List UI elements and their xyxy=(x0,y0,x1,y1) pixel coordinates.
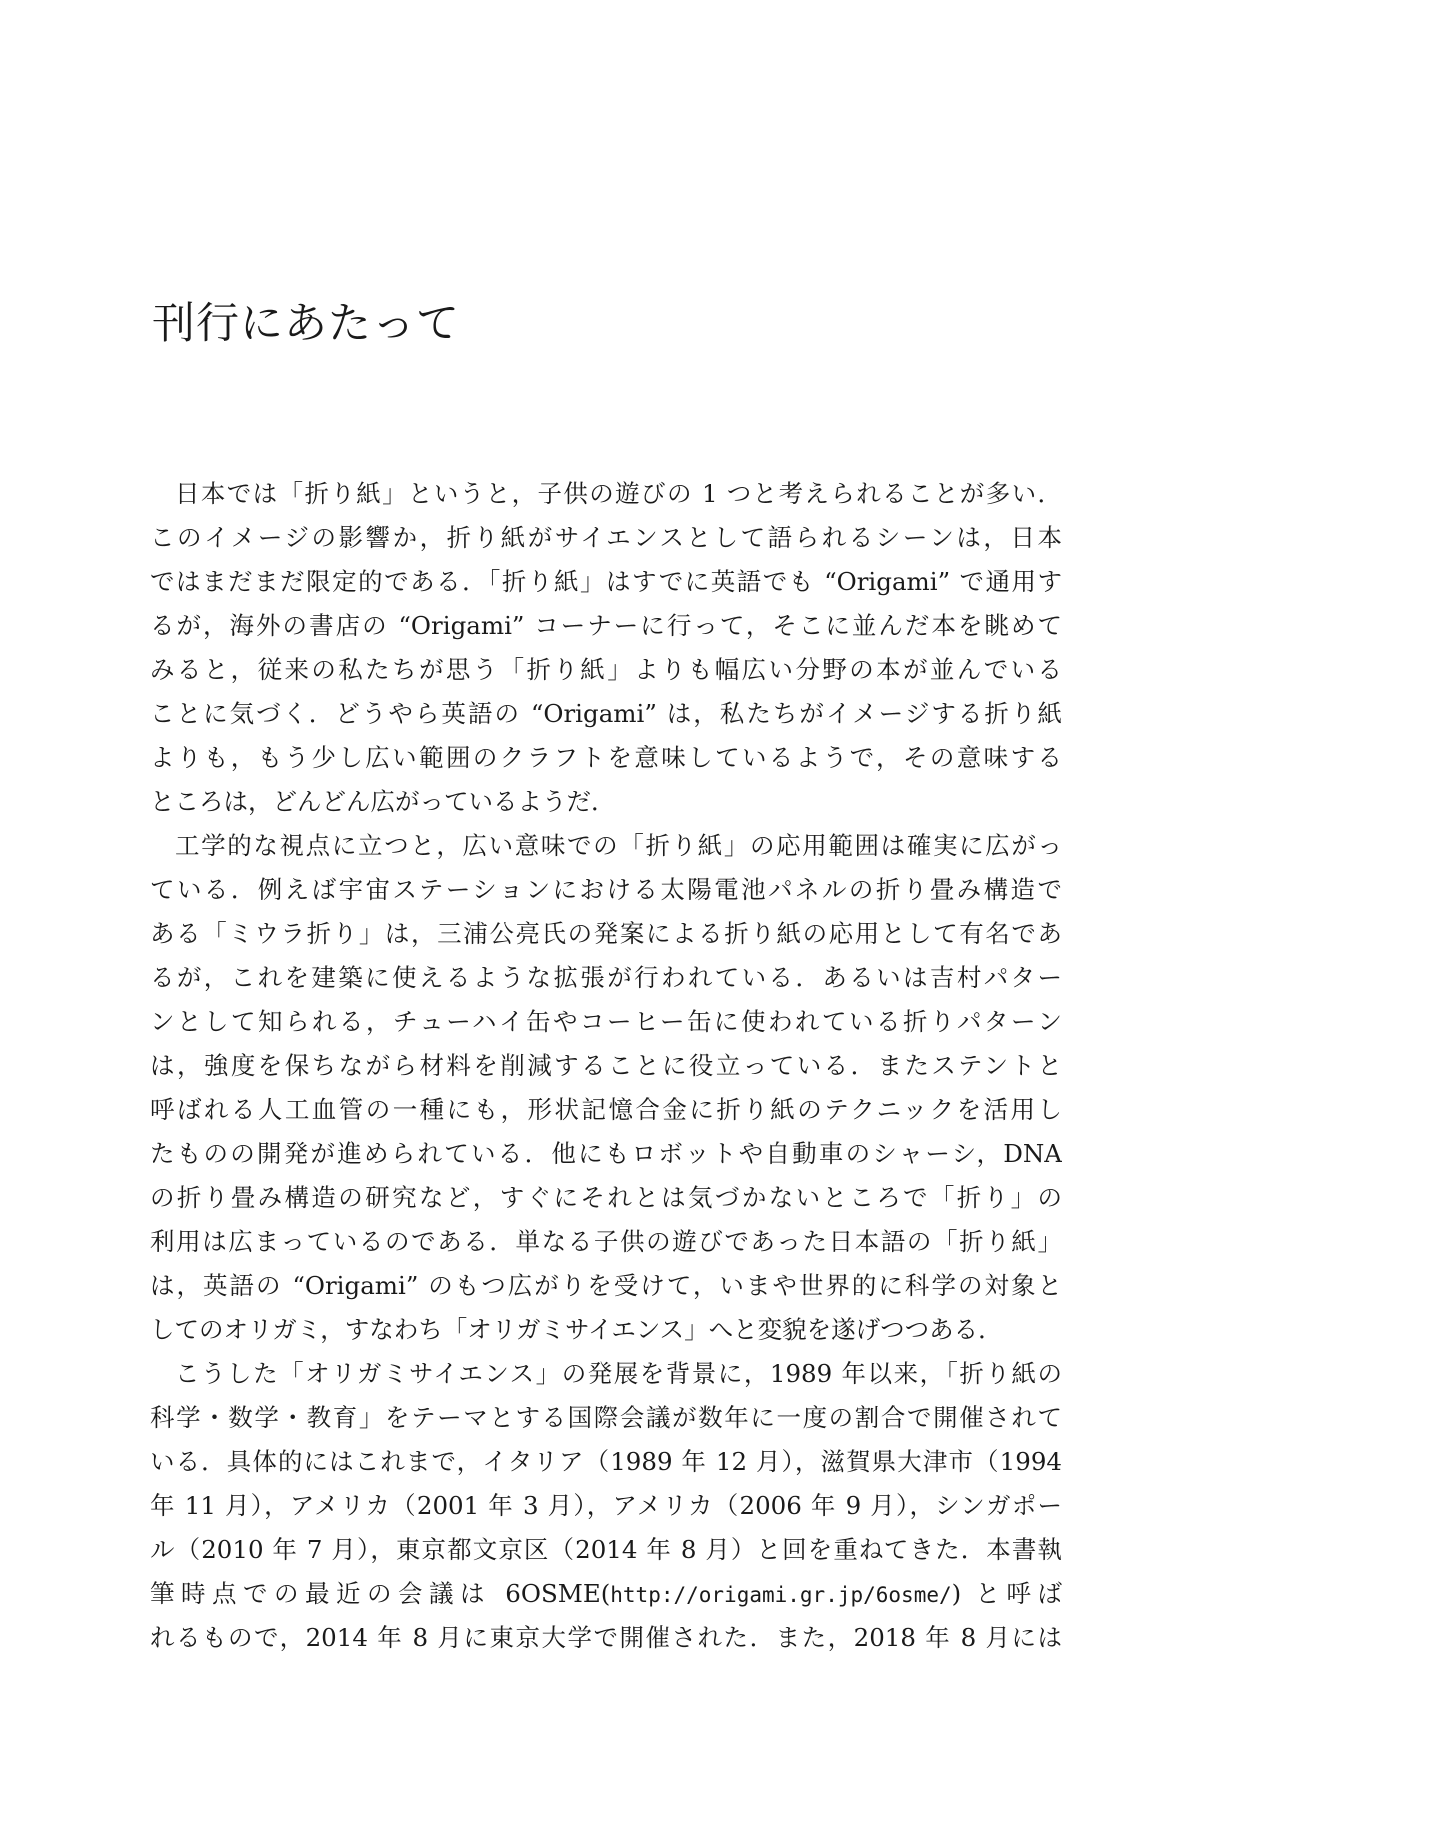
text-line: ある「ミウラ折り」は，三浦公亮氏の発案による折り紙の応用として有名であ xyxy=(150,919,1062,948)
text-line: 呼ばれる人工血管の一種にも，形状記憶合金に折り紙のテクニックを活用し xyxy=(150,1095,1062,1124)
body-text xyxy=(150,472,1062,1660)
text-line: 科学・数学・教育」をテーマとする国際会議が数年に一度の割合で開催されて xyxy=(150,1403,1062,1432)
text-line: いる．具体的にはこれまで，イタリア（1989 年 12 月），滋賀県大津市（1994 xyxy=(150,1447,1062,1476)
text-segment: ) と呼ば xyxy=(951,1579,1062,1608)
paragraph-3 xyxy=(150,1352,1062,1660)
text-line: こうした「オリガミサイエンス」の発展を背景に，1989 年以来，「折り紙の xyxy=(175,1359,1062,1388)
conference-url-link[interactable]: http://origami.gr.jp/6osme/ xyxy=(610,1583,952,1607)
text-line: このイメージの影響か，折り紙がサイエンスとして語られるシーンは，日本 xyxy=(150,523,1062,552)
text-line: 利用は広まっているのである．単なる子供の遊びであった日本語の「折り紙」 xyxy=(150,1227,1062,1256)
text-line: ンとして知られる，チューハイ缶やコーヒー缶に使われている折りパターン xyxy=(150,1007,1062,1036)
text-line: ではまだまだ限定的である．「折り紙」はすでに英語でも “Origami” で通用す xyxy=(150,567,1062,596)
paragraph-1 xyxy=(150,472,1062,824)
text-line: 日本では「折り紙」というと，子供の遊びの 1 つと考えられることが多い． xyxy=(175,479,1062,508)
paragraph-2 xyxy=(150,824,1062,1352)
text-line: は，強度を保ちながら材料を削減することに役立っている．またステントと xyxy=(150,1051,1062,1080)
text-line: るが，これを建築に使えるような拡張が行われている．あるいは吉村パター xyxy=(150,963,1062,992)
text-line: してのオリガミ，すなわち「オリガミサイエンス」へと変貌を遂げつつある． xyxy=(150,1315,1003,1344)
text-line: ル（2010 年 7 月），東京都文京区（2014 年 8 月）と回を重ねてきた．本書執 xyxy=(150,1535,1062,1564)
text-segment: 筆時点での最近の会議は 6OSME( xyxy=(150,1579,611,1608)
text-line: たものの開発が進められている．他にもロボットや自動車のシャーシ，DNA xyxy=(150,1139,1062,1168)
text-line: 年 11 月），アメリカ（2001 年 3 月），アメリカ（2006 年 9 月），シンガポー xyxy=(150,1491,1062,1520)
text-line: るが，海外の書店の “Origami” コーナーに行って，そこに並んだ本を眺めて xyxy=(150,611,1062,640)
text-line: ている．例えば宇宙ステーションにおける太陽電池パネルの折り畳み構造で xyxy=(150,875,1062,904)
text-line: ところは，どんどん広がっているようだ． xyxy=(150,787,616,816)
text-line: の折り畳み構造の研究など，すぐにそれとは気づかないところで「折り」の xyxy=(150,1183,1062,1212)
text-line: ことに気づく．どうやら英語の “Origami” は，私たちがイメージする折り紙 xyxy=(150,699,1062,728)
text-line: れるもので，2014 年 8 月に東京大学で開催された．また，2018 年 8 月には xyxy=(150,1623,1062,1652)
text-line-with-url xyxy=(150,1572,1062,1616)
text-line: みると，従来の私たちが思う「折り紙」よりも幅広い分野の本が並んでいる xyxy=(150,655,1062,684)
chapter-title: 刊行にあたって xyxy=(152,299,460,349)
text-line: は，英語の “Origami” のもつ広がりを受けて，いまや世界的に科学の対象と xyxy=(150,1271,1062,1300)
text-line: 工学的な視点に立つと，広い意味での「折り紙」の応用範囲は確実に広がっ xyxy=(175,831,1062,860)
text-line: よりも，もう少し広い範囲のクラフトを意味しているようで，その意味する xyxy=(150,743,1062,772)
